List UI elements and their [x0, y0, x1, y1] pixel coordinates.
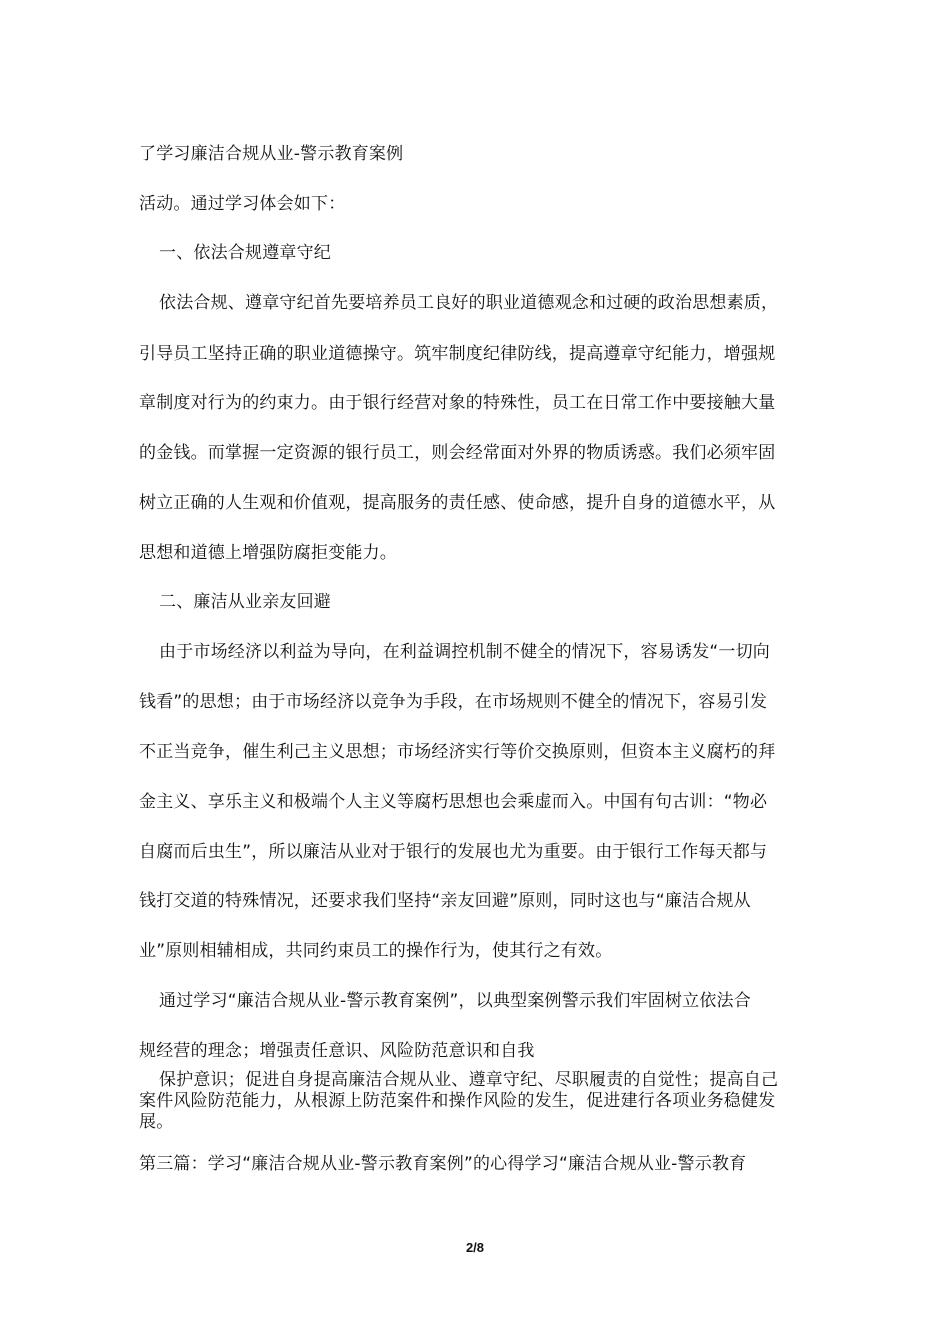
text-line: 思想和道德上增强防腐拒变能力。	[139, 543, 397, 563]
text-line: 的金钱。而掌握一定资源的银行员工，则会经常面对外界的物质诱惑。我们必须牢固	[139, 443, 776, 463]
text-line: 引导员工坚持正确的职业道德操守。筑牢制度纪律防线，提高遵章守纪能力，增强规	[139, 344, 776, 364]
text-line: 自腐而后虫生”，所以廉洁从业对于银行的发展也尤为重要。由于银行工作每天都与	[139, 842, 768, 862]
text-line: 金主义、享乐主义和极端个人主义等腐朽思想也会乘虚而入。中国有句古训：“物必	[139, 792, 768, 812]
text-line: 展。	[139, 1112, 174, 1132]
chapter-title: 第三篇：学习“廉洁合规从业-警示教育案例”的心得学习“廉洁合规从业-警示教育	[139, 1154, 747, 1174]
text-line: 通过学习“廉洁合规从业-警示教育案例”，以典型案例警示我们牢固树立依法合	[159, 991, 751, 1011]
text-line: 业”原则相辅相成，共同约束员工的操作行为，使其行之有效。	[139, 941, 613, 961]
text-line: 了学习廉洁合规从业-警示教育案例	[139, 144, 404, 164]
page-number: 2/8	[465, 1240, 485, 1255]
text-line: 钱看”的思想；由于市场经济以竞争为手段，在市场规则不健全的情况下，容易引发	[139, 692, 768, 712]
text-line: 树立正确的人生观和价值观，提高服务的责任感、使命感，提升自身的道德水平，从	[139, 493, 776, 513]
text-line: 章制度对行为的约束力。由于银行经营对象的特殊性，员工在日常工作中要接触大量	[139, 393, 776, 413]
section-heading: 一、依法合规遵章守纪	[159, 243, 331, 263]
text-line: 钱打交道的特殊情况，还要求我们坚持“亲友回避”原则，同时这也与“廉洁合规从	[139, 891, 751, 911]
text-line: 由于市场经济以利益为导向，在利益调控机制不健全的情况下，容易诱发“一切向	[159, 642, 771, 662]
text-line: 依法合规、遵章守纪首先要培养员工良好的职业道德观念和过硬的政治思想素质，	[159, 293, 779, 313]
text-line: 不正当竞争，催生利己主义思想；市场经济实行等价交换原则，但资本主义腐朽的拜	[139, 742, 776, 762]
text-line: 活动。通过学习体会如下：	[139, 194, 346, 214]
text-line: 规经营的理念；增强责任意识、风险防范意识和自我	[139, 1041, 535, 1061]
section-heading: 二、廉洁从业亲友回避	[159, 592, 331, 612]
text-line: 保护意识；促进自身提高廉洁合规从业、遵章守纪、尽职履责的自觉性；提高自己	[159, 1070, 779, 1090]
text-line: 案件风险防范能力，从根源上防范案件和操作风险的发生，促进建行各项业务稳健发	[139, 1091, 776, 1111]
